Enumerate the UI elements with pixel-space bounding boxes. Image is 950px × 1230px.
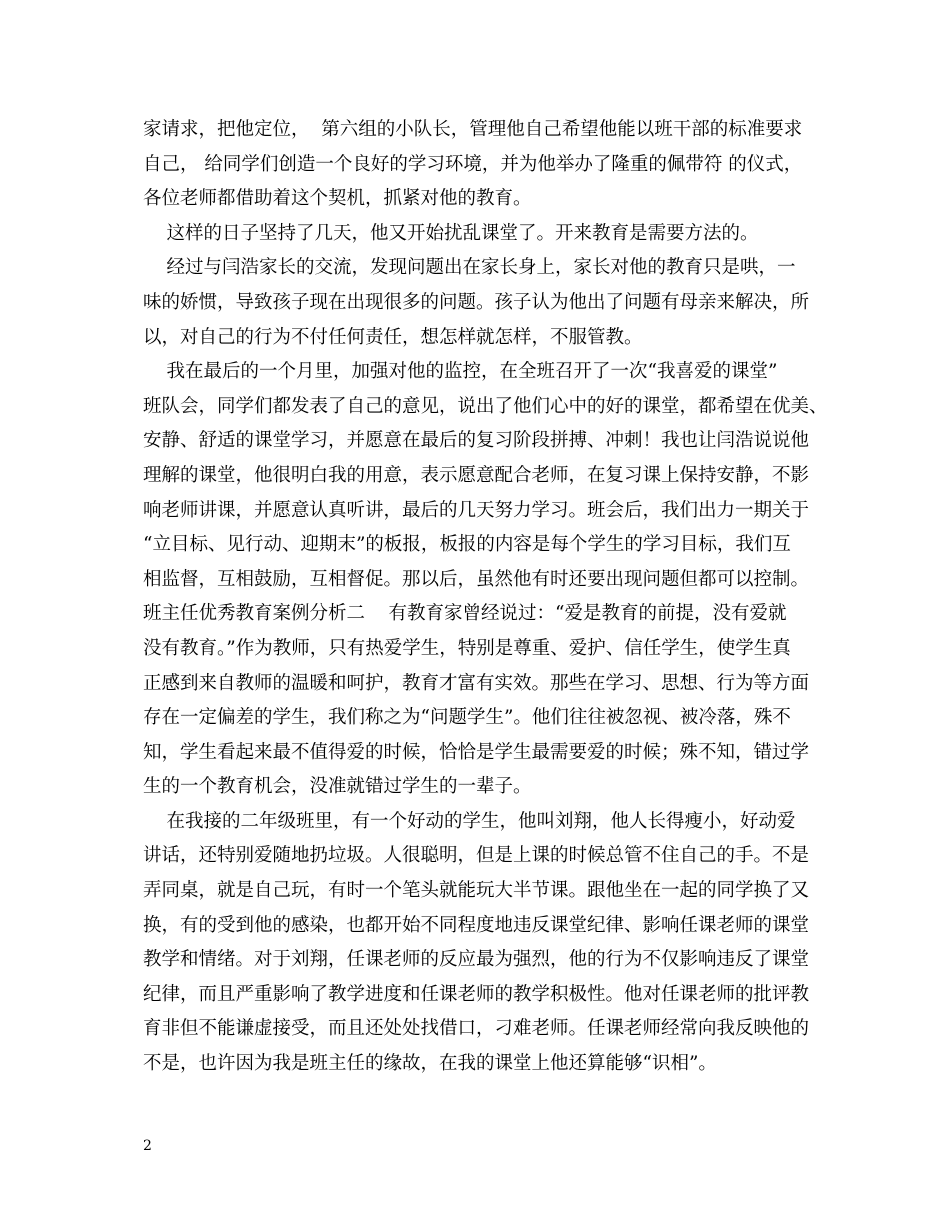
text-line: 经过与闫浩家长的交流，发现问题出在家长身上，家长对他的教育只是哄，一 — [143, 257, 796, 279]
text-line: 教学和情绪。对于刘翔，任课老师的反应最为强烈，他的行为不仅影响违反了课堂 — [143, 949, 810, 971]
text-line: 讲话，还特别爱随地扔垃圾。人很聪明，但是上课的时候总管不住自己的手。不是 — [143, 845, 810, 867]
page-number: 2 — [143, 1138, 152, 1154]
text-line: 没有教育。”作为教师，只有热爱学生，特别是尊重、爱护、信任学生，使学生真 — [143, 637, 791, 659]
text-line: 相监督，互相鼓励，互相督促。那以后，虽然他有时还要出现问题但都可以控制。 — [143, 568, 810, 590]
text-line: 不是，也许因为我是班主任的缘故，在我的课堂上他还算能够“识相”。 — [143, 1053, 717, 1075]
text-line: 安静、舒适的课堂学习，并愿意在最后的复习阶段拼搏、冲刺！我也让闫浩说说他 — [143, 430, 810, 452]
text-line: 生的一个教育机会，没准就错过学生的一辈子。 — [143, 776, 532, 798]
text-line: 育非但不能谦虚接受，而且还处处找借口，刁难老师。任课老师经常向我反映他的 — [143, 1018, 810, 1040]
text-line: 换，有的受到他的感染，也都开始不同程度地违反课堂纪律、影响任课老师的课堂 — [143, 914, 810, 936]
text-line: 纪律，而且严重影响了教学进度和任课老师的教学积极性。他对任课老师的批评教 — [143, 983, 810, 1005]
text-line: 味的娇惯，导致孩子现在出现很多的问题。孩子认为他出了问题有母亲来解决，所 — [143, 291, 810, 313]
document-body — [143, 113, 828, 1082]
text-line: 弄同桌，就是自己玩，有时一个笔头就能玩大半节课。跟他坐在一起的同学换了又 — [143, 880, 810, 902]
text-line: 响老师讲课，并愿意认真听讲，最后的几天努力学习。班会后，我们出力一期关于 — [143, 499, 810, 521]
text-line: 我在最后的一个月里，加强对他的监控，在全班召开了一次“我喜爱的课堂” — [143, 361, 778, 383]
text-line: 知，学生看起来最不值得爱的时候，恰恰是学生最需要爱的时候；殊不知，错过学 — [143, 741, 810, 763]
text-line: 这样的日子坚持了几天，他又开始扰乱课堂了。开来教育是需要方法的。 — [143, 222, 759, 244]
text-line: 正感到来自教师的温暖和呵护，教育才富有实效。那些在学习、思想、行为等方面 — [143, 672, 810, 694]
text-line: 班队会，同学们都发表了自己的意见，说出了他们心中的好的课堂，都希望在优美、 — [143, 395, 828, 417]
text-line: 理解的课堂，他很明白我的用意，表示愿意配合老师，在复习课上保持安静，不影 — [143, 464, 810, 486]
text-line: 存在一定偏差的学生，我们称之为“问题学生”。他们往往被忽视、被冷落，殊不 — [143, 707, 791, 729]
section-title-line: 班主任优秀教育案例分析二 有教育家曾经说过：“爱是教育的前提，没有爱就 — [143, 603, 787, 625]
text-line: 各位老师都借助着这个契机，抓紧对他的教育。 — [143, 188, 532, 210]
text-line: “立目标、见行动、迎期末”的板报，板报的内容是每个学生的学习目标，我们互 — [143, 534, 791, 556]
text-line: 在我接的二年级班里，有一个好动的学生，他叫刘翔，他人长得瘦小，好动爱 — [143, 810, 796, 832]
text-line: 自己， 给同学们创造一个良好的学习环境，并为他举办了隆重的佩带符 的仪式， — [143, 153, 803, 175]
text-line: 以，对自己的行为不付任何责任，想怎样就怎样，不服管教。 — [143, 326, 643, 348]
text-line: 家请求，把他定位， 第六组的小队长，管理他自己希望他能以班干部的标准要求 — [143, 119, 803, 140]
